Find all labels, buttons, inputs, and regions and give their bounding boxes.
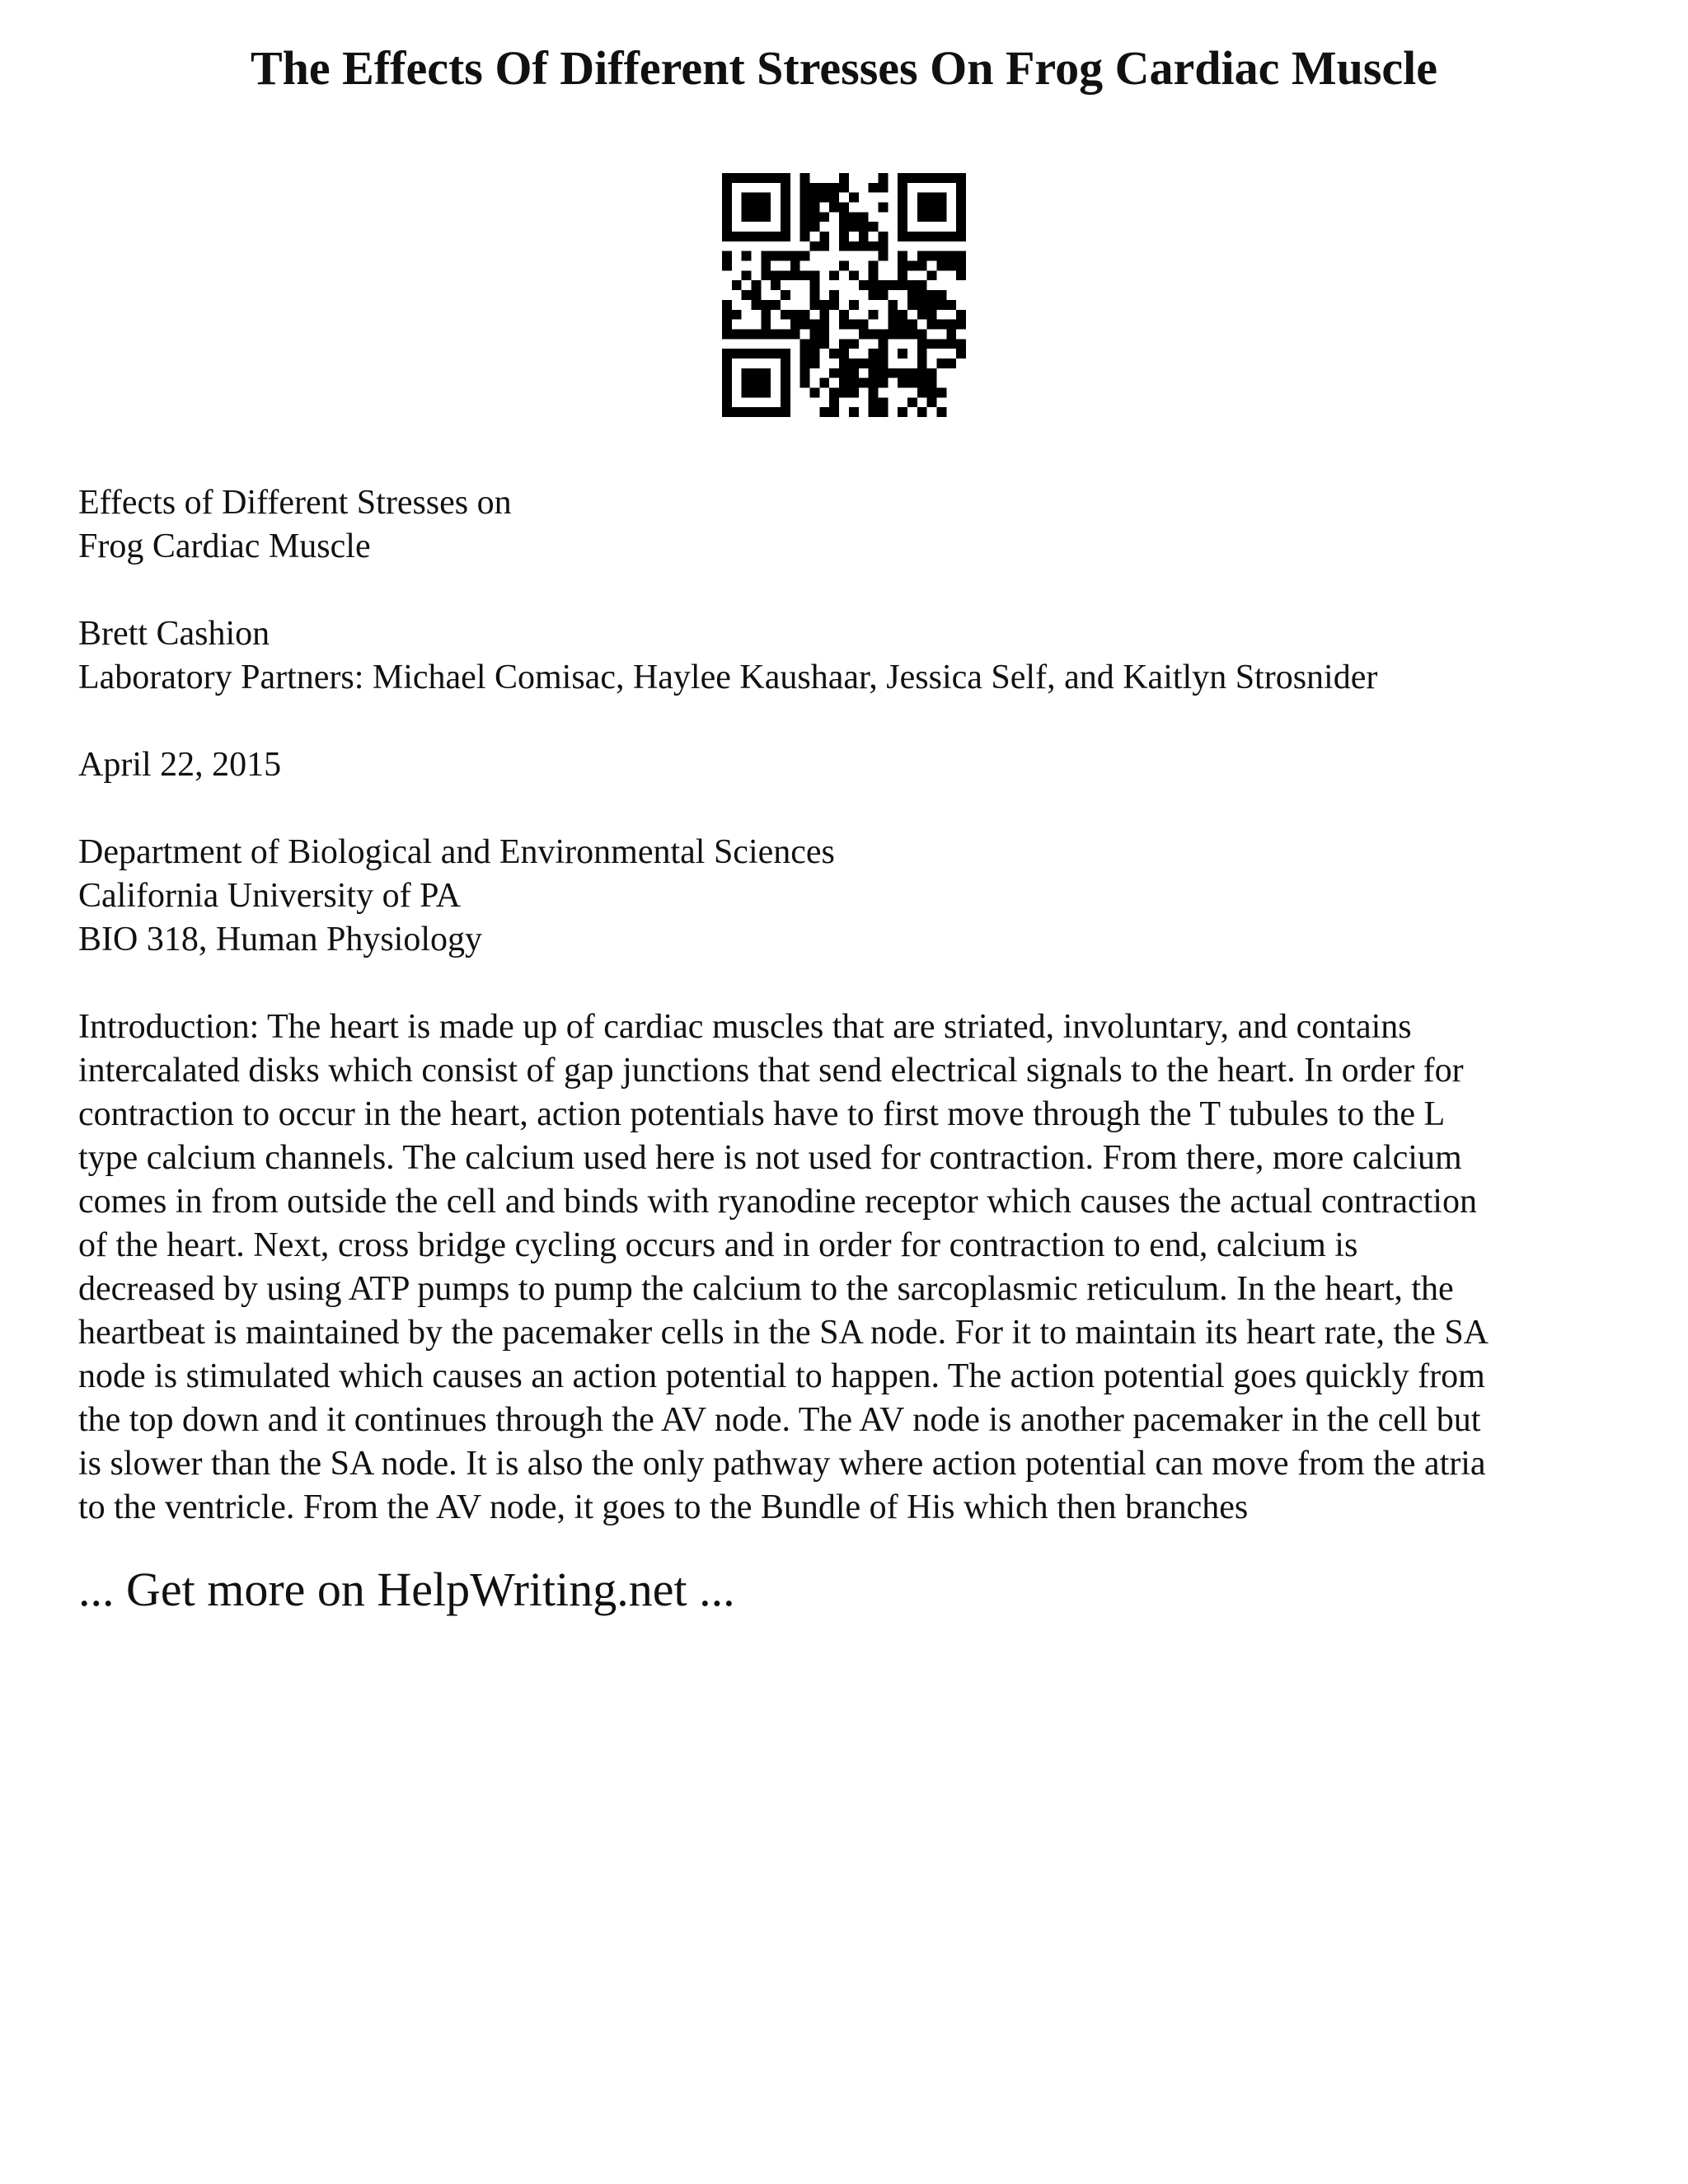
introduction-line: intercalated disks which consist of gap junctions that send electrical signals to the heart. In order for <box>78 1052 1464 1090</box>
lab-partners: Laboratory Partners: Michael Comisac, Haylee Kaushaar, Jessica Self, and Kaitlyn Strosnider <box>78 658 1378 696</box>
paper-heading <box>78 481 1620 569</box>
introduction-line: type calcium channels. The calcium used here is not used for contraction. From there, more calcium <box>78 1139 1462 1177</box>
course-name: BIO 318, Human Physiology <box>78 921 483 958</box>
department-name: Department of Biological and Environmental Sciences <box>78 833 835 871</box>
paper-heading-line-1: Effects of Different Stresses on <box>78 484 512 522</box>
date-block <box>78 743 1620 787</box>
document-date: April 22, 2015 <box>78 746 282 784</box>
introduction-line: contraction to occur in the heart, action potentials have to first move through the T tubules to the L <box>78 1095 1446 1133</box>
introduction-paragraph <box>78 1005 1620 1530</box>
paper-heading-line-2: Frog Cardiac Muscle <box>78 527 371 565</box>
get-more-link[interactable]: ... Get more on HelpWriting.net ... <box>78 1563 735 1616</box>
introduction-line: the top down and it continues through the AV node. The AV node is another pacemaker in the cell but <box>78 1401 1481 1439</box>
introduction-line: node is stimulated which causes an action potential to happen. The action potential goes quickly from <box>78 1357 1485 1395</box>
document-title: The Effects Of Different Stresses On Frog Cardiac Muscle <box>250 41 1438 95</box>
introduction-line: of the heart. Next, cross bridge cycling occurs and in order for contraction to end, calcium is <box>78 1226 1358 1264</box>
author-block <box>78 612 1620 700</box>
introduction-line: heartbeat is maintained by the pacemaker cells in the SA node. For it to maintain its heart rate, the SA <box>78 1314 1489 1352</box>
qr-code-graphic <box>722 173 966 417</box>
qr-code-icon <box>722 173 966 417</box>
document-body <box>78 481 1620 1530</box>
introduction-line: decreased by using ATP pumps to pump the calcium to the sarcoplasmic reticulum. In the heart, the <box>78 1270 1454 1308</box>
introduction-line: Introduction: The heart is made up of cardiac muscles that are striated, involuntary, and contains <box>78 1008 1412 1046</box>
introduction-line: is slower than the SA node. It is also the only pathway where action potential can move from the atria <box>78 1445 1486 1483</box>
introduction-line: to the ventricle. From the AV node, it goes to the Bundle of His which then branches <box>78 1488 1249 1526</box>
affiliation-block <box>78 831 1620 962</box>
university-name: California University of PA <box>78 877 461 915</box>
introduction-line: comes in from outside the cell and binds with ryanodine receptor which causes the actual contraction <box>78 1183 1477 1221</box>
author-name: Brett Cashion <box>78 615 270 653</box>
